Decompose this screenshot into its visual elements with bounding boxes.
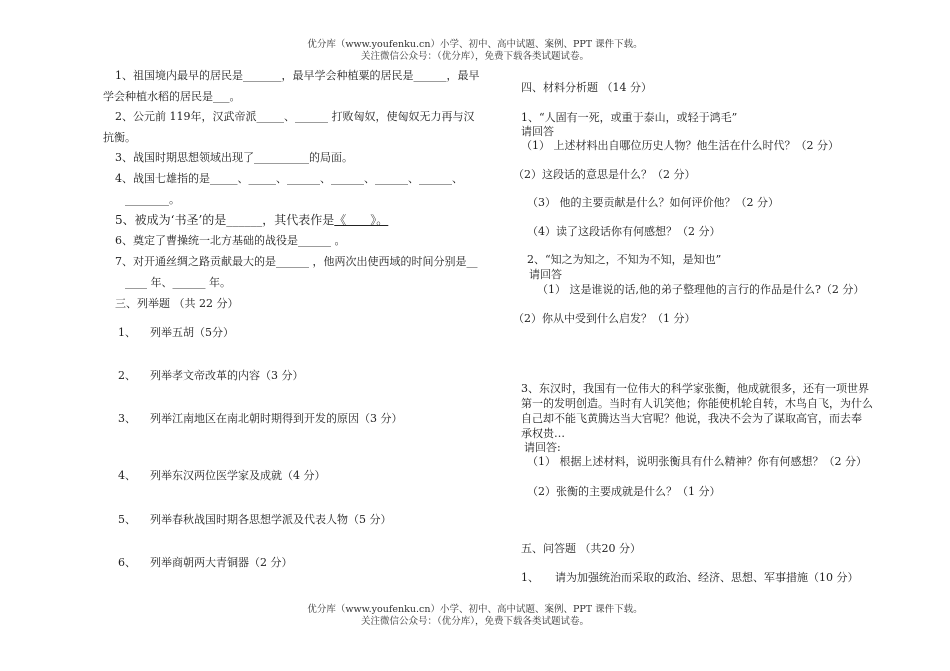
fill-question-5-blank: 《 》。 (334, 213, 389, 227)
essay-question-number: 1、 (521, 571, 539, 584)
section-5-title: 五、问答题 （共20 分） (521, 542, 641, 555)
list-number: 1、 (118, 326, 136, 339)
material-1-prompt: 请回答 (521, 125, 554, 138)
page-header-line2: 关注微信公众号：（优分库），免费下载各类试题试卷。 (360, 51, 589, 62)
fill-question-2-line1: 2、公元前 119年，汉武帝派_____、______ 打败匈奴，使匈奴无力再与汉 (115, 110, 475, 123)
material-3-text-line1: 3、东汉时，我国有一位伟大的科学家张衡，他成就很多，还有一项世界 (521, 382, 869, 395)
fill-question-1-line1: 1、祖国境内最早的居民是_______，最早学会种植粟的居民是______，最早 (115, 69, 480, 82)
list-item: 列举商朝两大青铜器（2 分） (150, 556, 293, 569)
fill-question-1-line2: 学会种植水稻的居民是___。 (103, 90, 241, 103)
list-item: 列举五胡（5分） (150, 326, 234, 339)
list-item: 列举东汉两位医学家及成就（4 分） (150, 469, 326, 482)
material-1-quote: 1、“人固有一死，或重于泰山，或轻于鸿毛” (521, 111, 738, 124)
material-1-question-4: （4）读了这段话你有何感想？（2 分） (527, 225, 721, 238)
list-number: 3、 (118, 412, 136, 425)
list-item: 列举江南地区在南北朝时期得到开发的原因（3 分） (150, 412, 403, 425)
fill-question-5-text: 5、被成为‘书圣’的是______，其代表作是 (115, 213, 335, 227)
list-number: 6、 (118, 556, 136, 569)
list-number: 2、 (118, 369, 136, 382)
fill-question-4-line2: ________。 (125, 193, 180, 206)
section-4-title: 四、材料分析题 （14 分） (521, 81, 652, 94)
list-number: 5、 (118, 513, 136, 526)
material-3-question-1: （1） 根据上述材料，说明张衡具有什么精神？你有何感想？（2 分） (527, 455, 867, 468)
fill-question-7-line2: ____ 年、______ 年。 (125, 276, 231, 289)
fill-question-2-line2: 抗衡。 (103, 131, 136, 144)
fill-question-6: 6、奠定了曹操统一北方基础的战役是______ 。 (115, 234, 346, 247)
list-number: 4、 (118, 469, 136, 482)
page-footer-line2: 关注微信公众号：（优分库），免费下载各类试题试卷。 (360, 616, 589, 627)
material-3-text-line3: 自己却不能飞黄腾达当大官呢？他说，我决不会为了谋取高官，而去奉 (521, 412, 862, 425)
fill-question-7-line1: 7、对开通丝绸之路贡献最大的是______ ，他两次出使西域的时间分别是__ (115, 255, 478, 268)
material-3-prompt: 请回答: (524, 441, 561, 454)
material-2-question-2: （2）你从中受到什么启发？（1 分） (513, 312, 696, 325)
material-3-text-line2: 第一的发明创造。当时有人讥笑他；你能使机轮自转，木鸟自飞，为什么 (521, 397, 873, 410)
material-1-question-2: （2）这段话的意思是什么？（2 分） (513, 168, 696, 181)
material-2-quote: 2、“知之为知之，不知为不知，是知也” (527, 253, 722, 266)
material-2-question-1: （1） 这是谁说的话,他的弟子整理他的言行的作品是什么?（2 分） (537, 283, 865, 296)
material-3-question-2: （2）张衡的主要成就是什么？（1 分） (527, 485, 721, 498)
essay-question-1: 请为加强统治而采取的政治、经济、思想、军事措施（10 分） (555, 571, 859, 584)
material-1-question-3: （3） 他的主要贡献是什么？如何评价他？（2 分） (527, 196, 779, 209)
fill-question-5 (115, 212, 388, 228)
fill-question-4-line1: 4、战国七雄指的是_____、_____、______、______、______、______、 (115, 172, 463, 185)
fill-question-3: 3、战国时期思想领域出现了__________的局面。 (115, 151, 353, 164)
page-header-line1: 优分库（www.youfenku.cn）小学、初中、高中试题、案例、PPT 课件下载。 (307, 39, 643, 50)
section-3-title: 三、列举题 （共 22 分） (115, 297, 239, 310)
material-3-text-line4: 承权贵… (521, 427, 565, 440)
material-1-question-1: （1） 上述材料出自哪位历史人物？他生活在什么时代？（2 分） (521, 139, 839, 152)
page-footer-line1: 优分库（www.youfenku.cn）小学、初中、高中试题、案例、PPT 课件下载。 (307, 604, 643, 615)
list-item: 列举孝文帝改革的内容（3 分） (150, 369, 304, 382)
material-2-prompt: 请回答 (529, 268, 562, 281)
list-item: 列举春秋战国时期各思想学派及代表人物（5 分） (150, 513, 392, 526)
